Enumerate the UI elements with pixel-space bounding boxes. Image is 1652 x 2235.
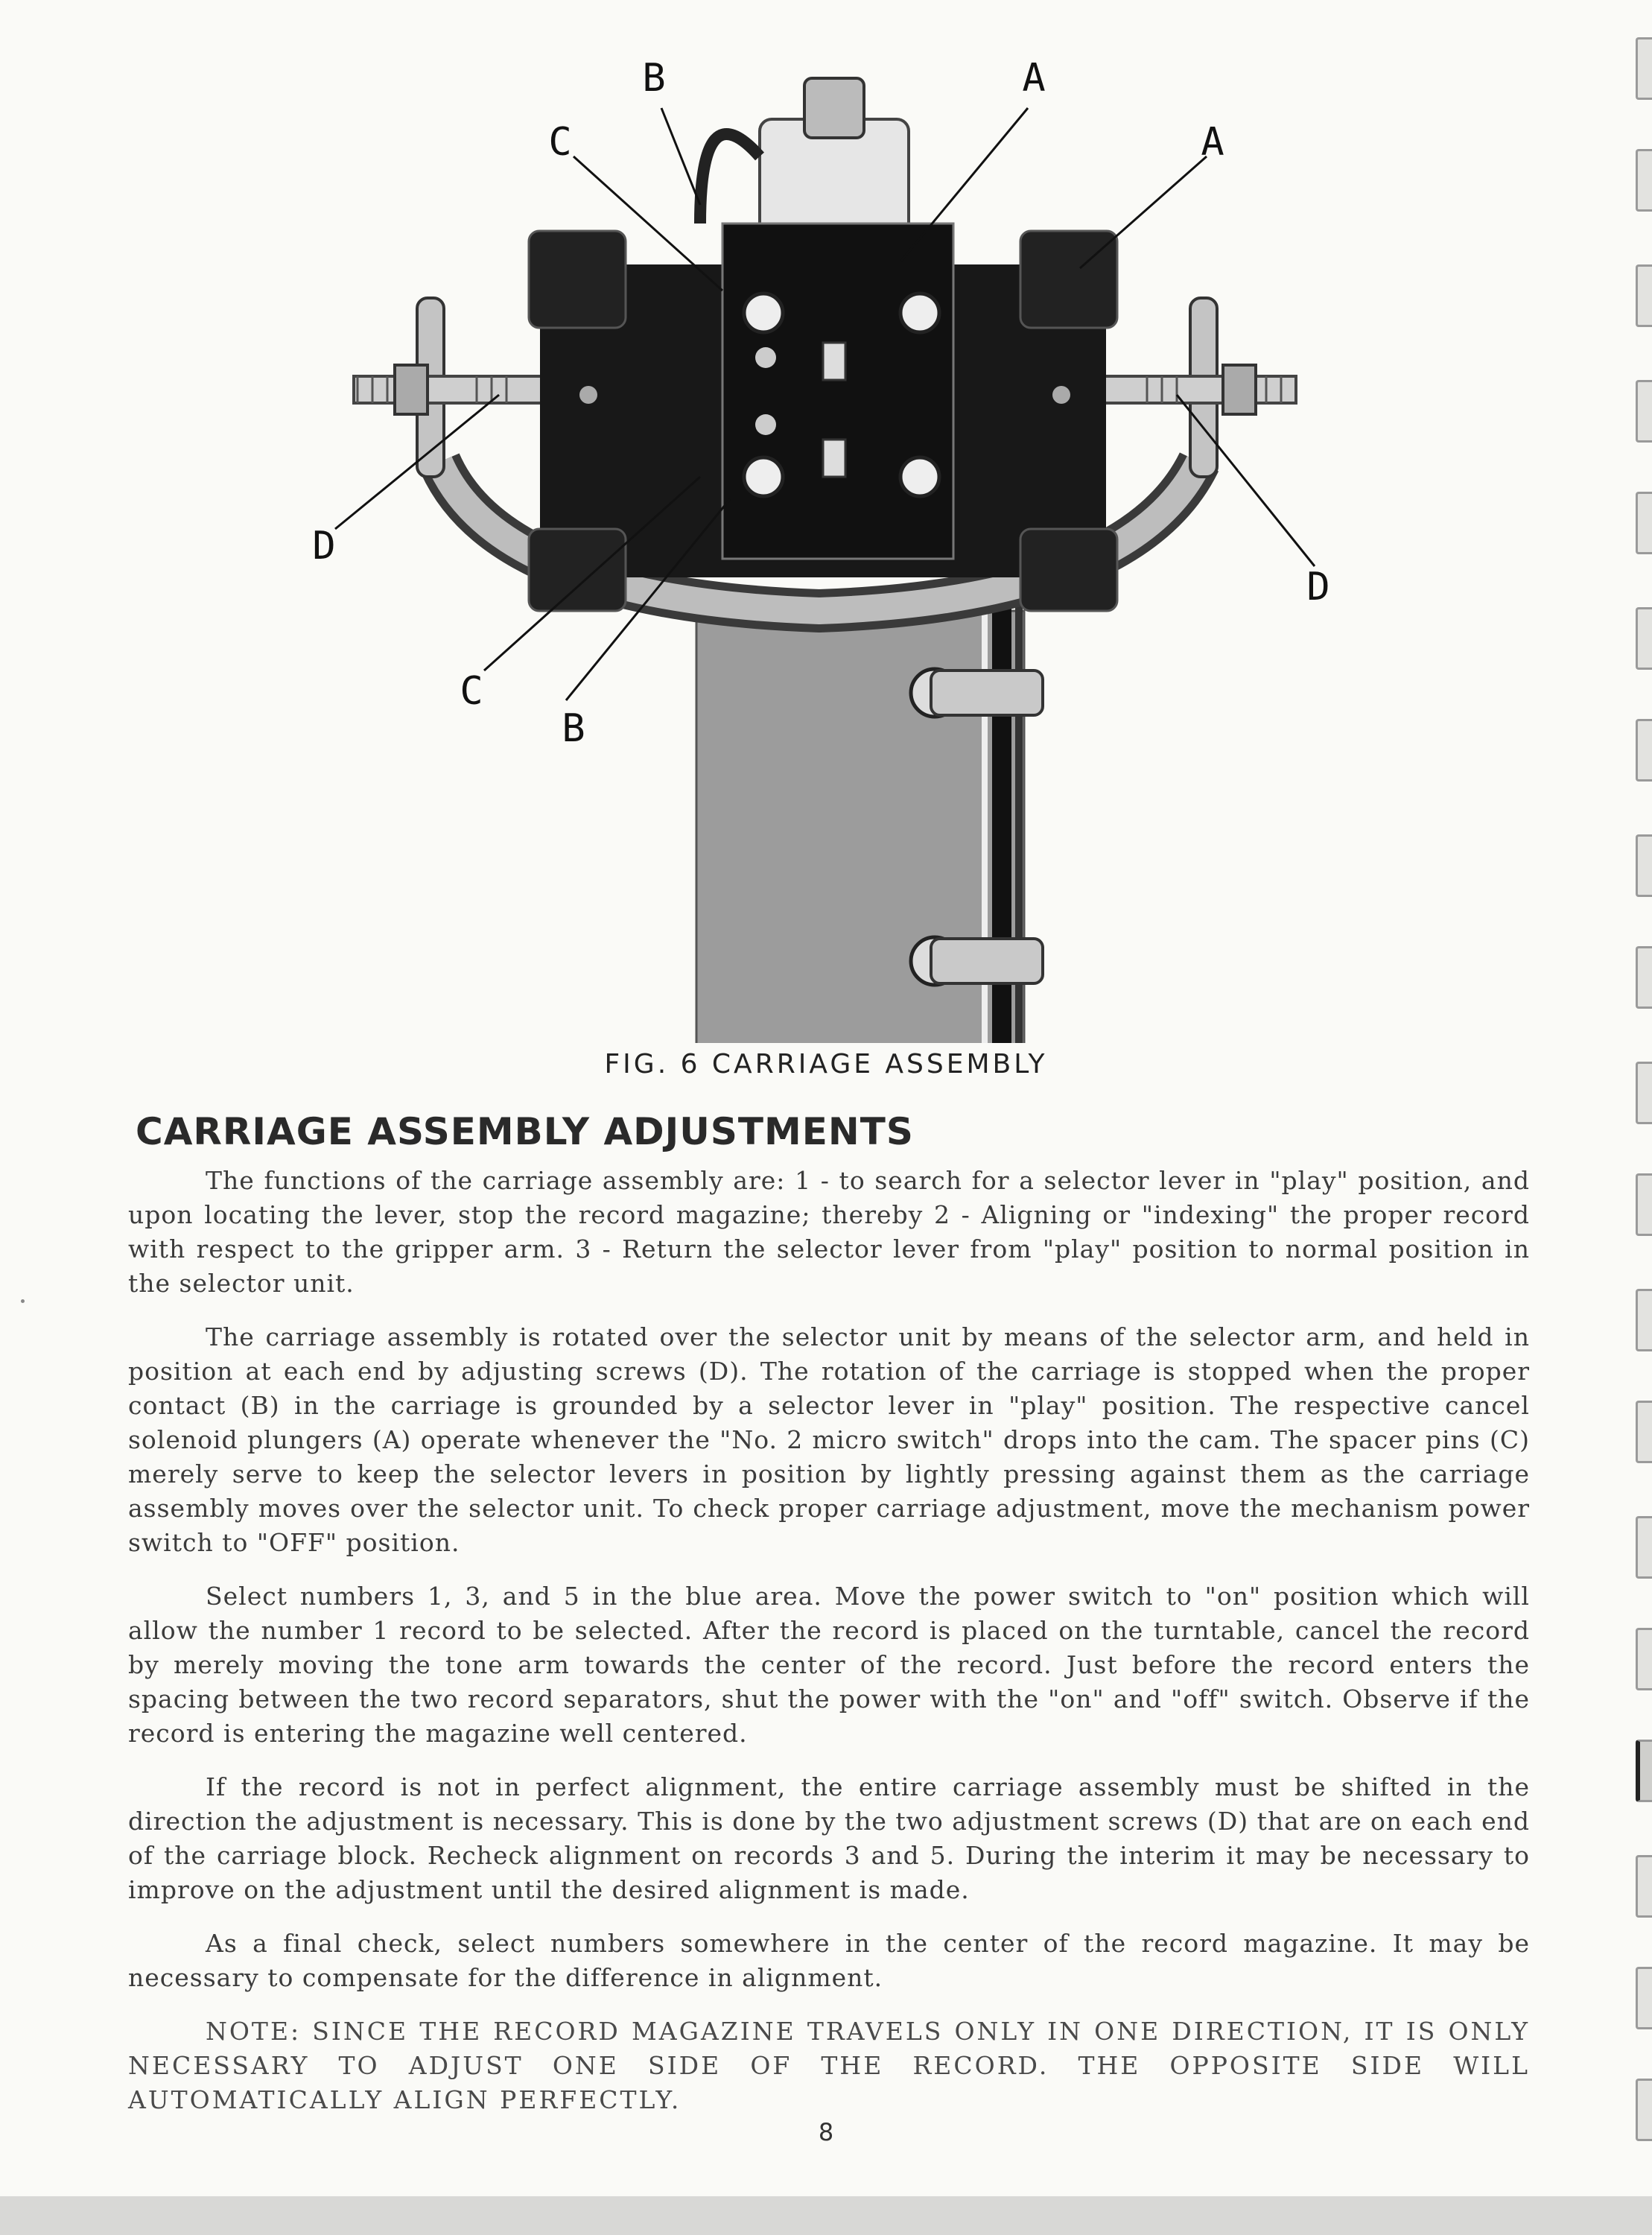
section-title: CARRIAGE ASSEMBLY ADJUSTMENTS (136, 1110, 914, 1153)
adjusting-screw-left (354, 376, 555, 403)
callout-label: A (1201, 120, 1224, 165)
binding-tab (1636, 1173, 1652, 1236)
paragraph: The carriage assembly is rotated over the selector unit by means of the selector arm, and held in position at each end by adjusting screws (D). The rotation of the carriage is stopped when the proper contact (B) in the carriage is grounded by a selector lever in "play" position. The respective cancel solenoid plungers (A) operate whenever the "No. 2 micro switch" drops into the cam. The spacer pins (C) merely serve to keep the selector levers in position by lightly pressing against them as the carriage assembly moves over the selector unit. To check proper carriage adjustment, move the mechanism power switch to "OFF" position. (128, 1322, 1530, 1557)
callout-label: B (562, 706, 585, 751)
binding-tab (1636, 1628, 1652, 1690)
scan-edge (0, 2196, 1652, 2235)
callout-label: C (460, 669, 483, 714)
contact-screw (900, 294, 939, 332)
section-body (128, 1164, 1530, 2137)
callout-label: B (642, 56, 666, 101)
note-paragraph: NOTE: SINCE THE RECORD MAGAZINE TRAVELS ONLY IN ONE DIRECTION, IT IS ONLY NECESSARY TO ADJUST ONE SIDE OF THE RECORD. THE OPPOSITE SIDE WILL AUTOMATICALLY ALIGN PERFECTLY. (128, 2017, 1530, 2114)
callout-label: D (1306, 565, 1330, 609)
paragraph: If the record is not in perfect alignment, the entire carriage assembly must be shifted in the direction the adjustment is necessary. This is done by the two adjustment screws (D) that are on each end of the carriage block. Recheck alignment on records 3 and 5. During the interim it may be necessary to improve on the adjustment until the desired alignment is made. (128, 1772, 1530, 1904)
binding-tab (1636, 1516, 1652, 1579)
contact-screw (900, 457, 939, 496)
binding-tab (1636, 1401, 1652, 1463)
binding-tab (1636, 149, 1652, 212)
callout-label: D (312, 524, 336, 568)
contact-screw (744, 294, 783, 332)
binding-tab (1636, 834, 1652, 897)
binding-tab (1636, 264, 1652, 327)
figure-caption: FIG. 6 CARRIAGE ASSEMBLY (604, 1049, 1048, 1080)
binding-tab (1636, 1855, 1652, 1918)
binding-tab (1636, 492, 1652, 554)
binding-tab (1636, 37, 1652, 100)
carriage-assembly-figure (283, 45, 1363, 1043)
binding-tab (1636, 719, 1652, 782)
binding-tab (1636, 607, 1652, 670)
binding-tab (1636, 946, 1652, 1009)
paragraph: The functions of the carriage assembly are: 1 - to search for a selector lever in "play" position, and upon locating the lever, stop the record magazine; thereby 2 - Aligning or "indexing" the proper record with respect to the gripper arm. 3 - Return the selector lever from "play" position to normal position in the selector unit. (128, 1166, 1530, 1298)
carriage-assembly-photo (283, 45, 1363, 1043)
paragraph: Select numbers 1, 3, and 5 in the blue area. Move the power switch to "on" position which will allow the number 1 record to be selected. After the record is placed on the turntable, cancel the record by merely moving the tone arm towards the center of the record. Just before the record enters the spacing between the two record separators, shut the power with the "on" and "off" switch. Observe if the record is entering the magazine well centered. (128, 1582, 1530, 1748)
binding-tab (1636, 1967, 1652, 2029)
callout-label: C (548, 120, 572, 165)
page-number: 8 (818, 2118, 834, 2146)
callout-label: A (1022, 56, 1046, 101)
scan-speck (21, 1299, 25, 1303)
binding-tab (1636, 1740, 1652, 1802)
binding-tab (1636, 1289, 1652, 1351)
binding-tab (1636, 380, 1652, 443)
contact-screw (744, 457, 783, 496)
paragraph: As a final check, select numbers somewhere in the center of the record magazine. It may be necessary to compensate for the difference in alignment. (128, 1929, 1530, 1992)
